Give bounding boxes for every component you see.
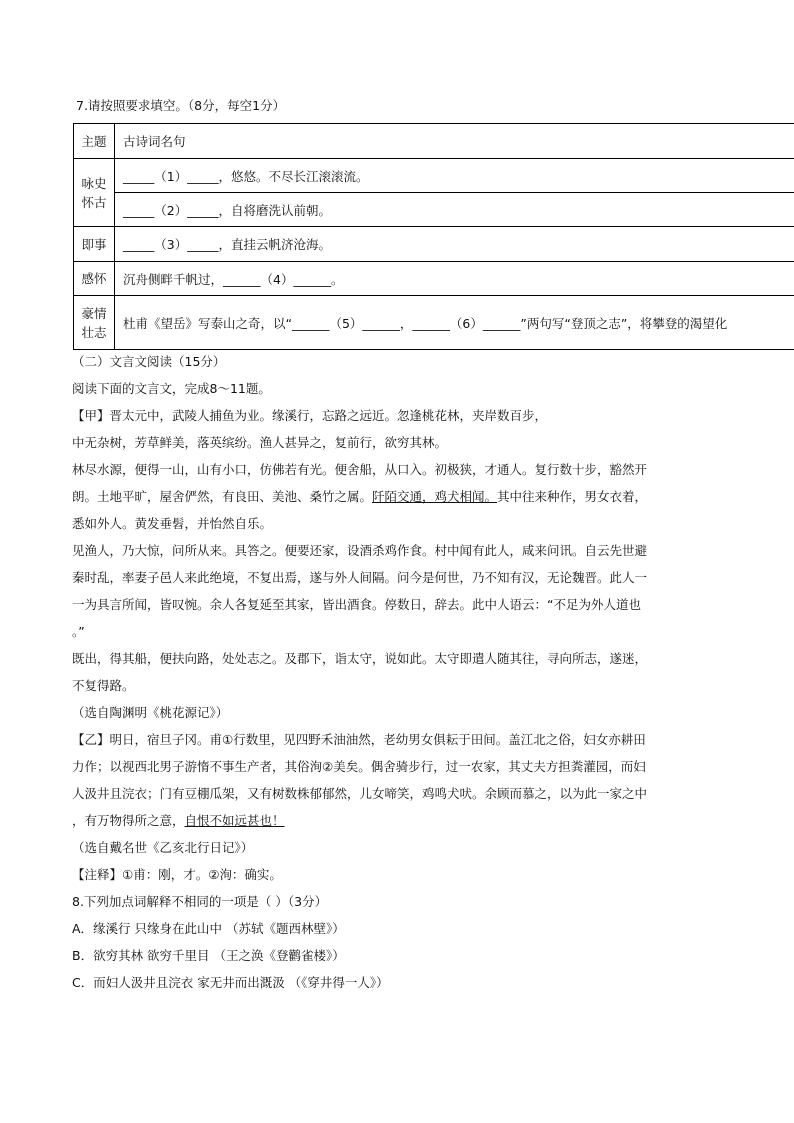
passage-yi-line: 【乙】明日，宿旦子冈。甫①行数里，见四野禾油油然，老幼男女俱耘于田间。盖江北之俗，妇女亦耕田 (72, 732, 646, 747)
underlined-sentence: 自恨不如远甚也！ (184, 813, 285, 828)
passage-yi-line: 力作；以视西北男子游惰不事生产者，其俗洵②美矣。偶舍骑步行，过一农家，其丈夫方担粪灌园，而妇 (72, 759, 646, 774)
passage-jia-line: 既出，得其船，便扶向路，处处志之。及郡下，诣太守，说如此。太守即遣人随其往，寻向所志，遂迷， (72, 651, 648, 666)
row-label-line: 咏史 (81, 175, 107, 191)
passage-yi-line (72, 811, 285, 829)
row-label-line: 壮志 (81, 324, 107, 340)
passage-jia-line: 秦时乱，率妻子邑人来此绝境，不复出焉，遂与外人间隔。问今是何世，乃不知有汉，无论魏晋。此人一 (72, 570, 648, 585)
row-label (74, 296, 115, 350)
row-label: 主题 (74, 124, 115, 159)
table-row (74, 262, 794, 296)
option-b: B．欲穷其林 欲穷千里目 （王之涣《登鹳雀楼》） (72, 948, 345, 963)
passage-jia-line (72, 487, 647, 505)
passage-text: 朗。土地平旷，屋舍俨然，有良田、美池、桑竹之属。 (72, 489, 373, 504)
question-8-title: 8.下列加点词解释不相同的一项是（ ）（3分） (72, 894, 328, 909)
passage-text: 其中往来种作，男女衣着， (497, 489, 648, 504)
table-row (74, 227, 794, 262)
option-c: C．而妇人汲井且浣衣 家无井而出溉汲 （《穿井得一人》） (72, 975, 389, 990)
passage-jia-line: 。” (72, 624, 85, 639)
section-heading: （二）文言文阅读（15分） (72, 354, 226, 369)
section-intro: 阅读下面的文言文，完成8～11题。 (72, 381, 271, 396)
fill-blank-3: _____（3）_____，直挂云帆济沧海。 (115, 227, 794, 262)
row-label-line: 怀古 (81, 194, 107, 210)
question-7-title: 7.请按照要求填空。（8分，每空1分） (76, 98, 286, 113)
passage-jia-line: 悉如外人。黄发垂髫，并怡然自乐。 (72, 516, 273, 531)
passage-jia-line: 不复得路。 (72, 678, 135, 693)
underlined-sentence: 阡陌交通，鸡犬相闻。 (372, 489, 498, 504)
passage-source: （选自陶渊明《桃花源记》） (72, 705, 229, 720)
table-row (74, 296, 794, 350)
annotation-note: 【注释】①甫：刚，才。②洵：确实。 (72, 867, 282, 882)
passage-yi-line: 人汲井且浣衣；门有豆棚瓜架，又有树数株郁郁然，儿女啼笑，鸡鸣犬吠。余顾而慕之，以为此一家之中 (72, 786, 648, 801)
row-label: 即事 (74, 227, 115, 262)
passage-source: （选自戴名世《乙亥北行日记》） (72, 840, 254, 855)
row-label: 感怀 (74, 262, 115, 296)
row-label (74, 159, 115, 227)
fill-blank-2: _____（2）_____，自将磨洗认前朝。 (115, 193, 794, 227)
poetry-table (73, 123, 794, 350)
fill-blank-1: _____（1）_____，悠悠。不尽长江滚滚流。 (115, 159, 794, 193)
passage-jia-line: 【甲】晋太元中，武陵人捕鱼为业。缘溪行，忘路之远近。忽逢桃花林，夹岸数百步， (72, 408, 548, 423)
table-row (74, 193, 794, 227)
option-a: A．缘溪行 只缘身在此山中 （苏轼《题西林壁》） (72, 921, 345, 936)
passage-text: ，有万物得所之意， (72, 813, 185, 828)
passage-jia-line: 一为具言所闻，皆叹惋。余人各复延至其家，皆出酒食。停数日，辞去。此中人语云：“不足为外人道也 (72, 597, 641, 612)
row-label-line: 豪情 (81, 305, 107, 321)
table-row (74, 124, 794, 159)
passage-jia-line: 见渔人，乃大惊，问所从来。具答之。便要还家，设酒杀鸡作食。村中闻有此人，咸来问讯。自云先世避 (72, 543, 648, 558)
passage-jia-line: 中无杂树，芳草鲜美，落英缤纷。渔人甚异之，复前行，欲穷其林。 (72, 435, 448, 450)
row-content: 古诗词名句 (115, 124, 794, 159)
fill-blank-5-6: 杜甫《望岳》写泰山之奇，以“______（5）______，______（6）______”两句写“登顶之志”，将攀登的渴望化 (115, 296, 794, 350)
fill-blank-4: 沉舟侧畔千帆过，______（4）______。 (115, 262, 794, 296)
table-row (74, 159, 794, 193)
passage-jia-line: 林尽水源，便得一山，山有小口，仿佛若有光。便舍船，从口入。初极狭，才通人。复行数十步，豁然开 (72, 462, 648, 477)
